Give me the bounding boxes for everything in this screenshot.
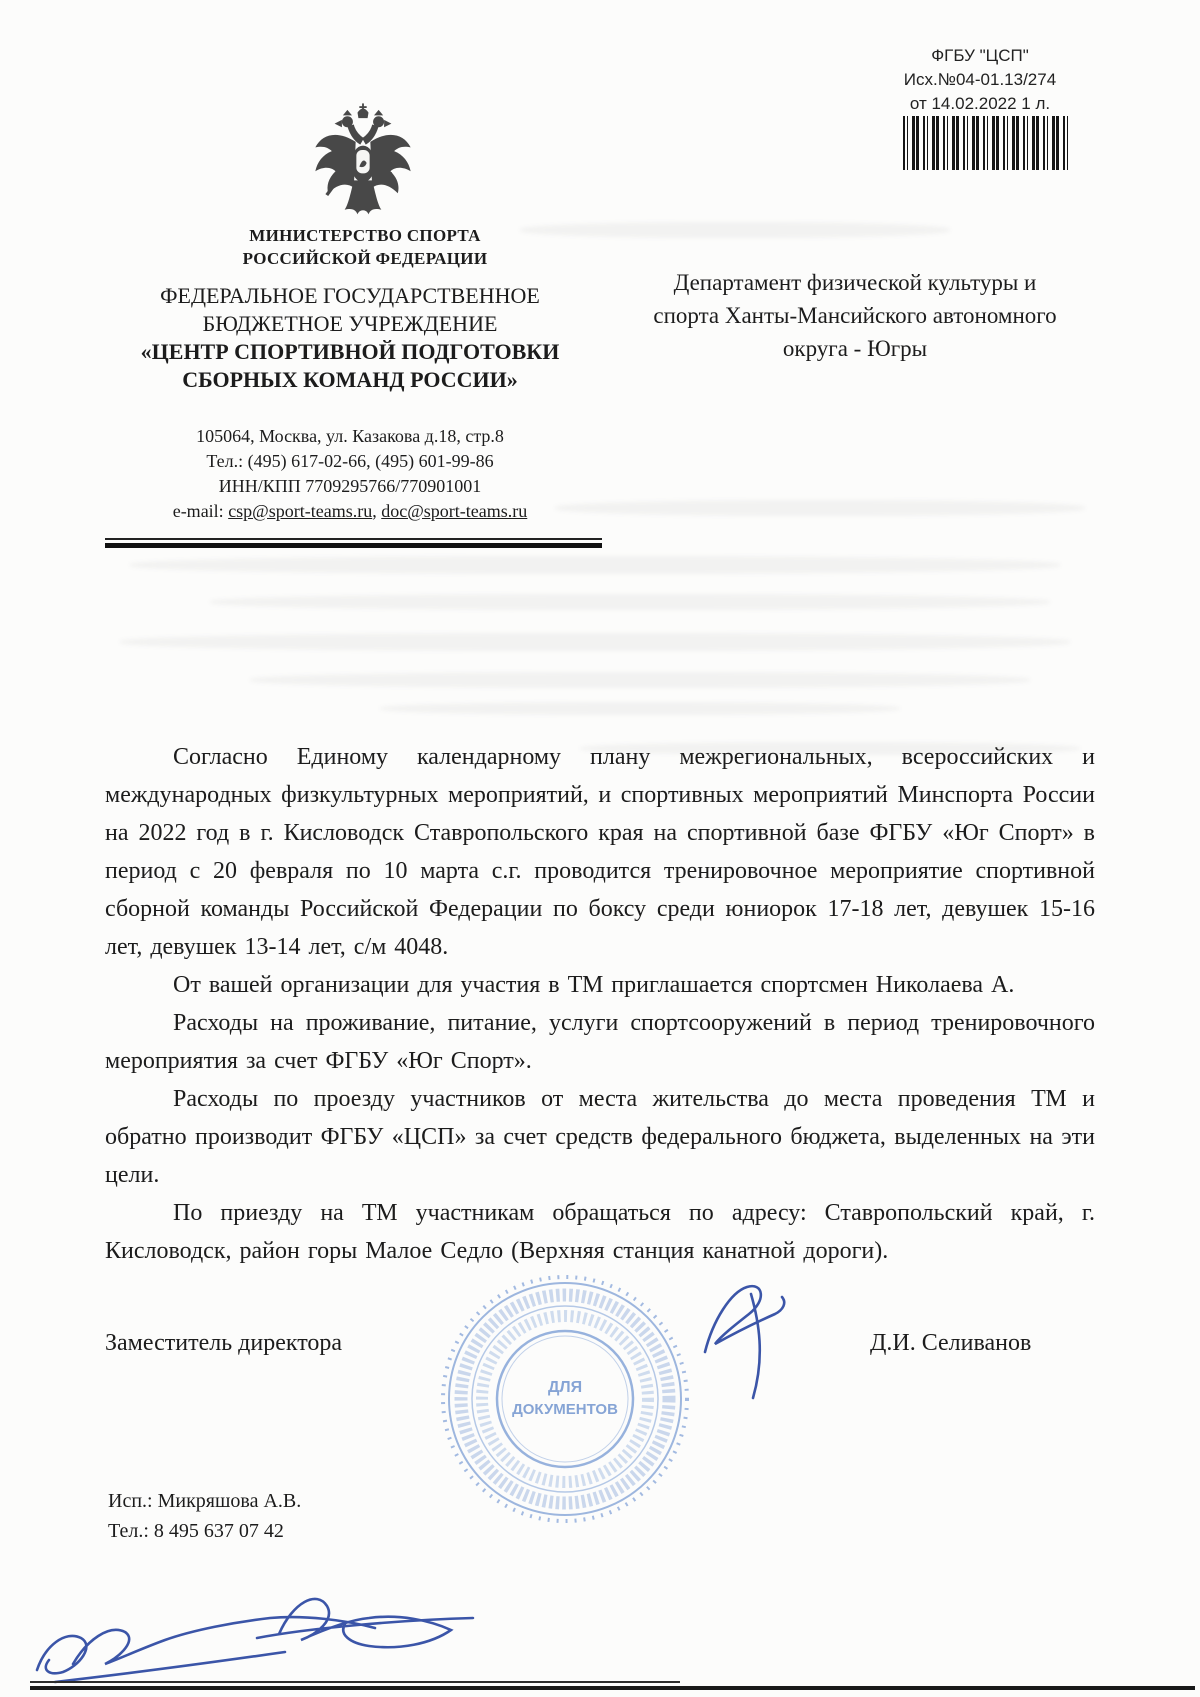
org-line: СБОРНЫХ КОМАНД РОССИИ» [182,367,518,392]
paragraph: Расходы на проживание, питание, услуги спортсооружений в период тренировочного мероприятия за счет ФГБУ «Юг Спорт». [105,1010,1095,1074]
paragraph: Согласно Единому календарному плану межрегиональных, всероссийских и международных физкультурных мероприятий, и спортивных мероприятий Минспорта России на 2022 год в г. Кисловодск Ставропольского края на спортивной базе ФГБУ «Юг Спорт» в период с 20 февраля по 10 марта с.г. проводится тренировочное мероприятие спортивной сборной команды Российской Федерации по боксу среди юниорок 17-18 лет, девушек 15-16 лет, девушек 13-14 лет, с/м 4048. [105,744,1095,960]
scan-artifact [120,633,1070,651]
director-signature [683,1272,818,1422]
recipient-line: округа - Югры [782,336,928,361]
signer-name: Д.И. Селиванов [870,1330,1032,1356]
handwritten-signature-right [245,1570,480,1680]
org-line: «ЦЕНТР СПОРТИВНОЙ ПОДГОТОВКИ [140,339,560,364]
reference-block [880,44,1080,116]
executor-block [108,1486,301,1546]
signer-position: Заместитель директора [105,1330,343,1356]
org-line: БЮДЖЕТНОЕ УЧРЕЖДЕНИЕ [202,311,498,336]
scan-artifact [250,672,1030,688]
inn-kpp: ИНН/КПП 7709295766/770901001 [218,476,482,496]
scan-artifact [130,556,1060,574]
executor-name: Исп.: Микряшова А.В. [108,1490,302,1512]
email-separator: , [372,501,382,521]
contact-block [95,424,605,524]
scan-edge-line [30,1686,1195,1690]
ministry-name [165,224,565,270]
phone-numbers: Тел.: (495) 617-02-66, (495) 601-99-86 [206,451,494,471]
official-stamp [438,1272,692,1526]
recipient-line: спорта Ханты-Мансийского автономного [653,303,1057,328]
paragraph: От вашей организации для участия в ТМ приглашается спортсмен Николаева А. [173,972,1015,998]
paragraph: По приезду на ТМ участникам обращаться по адресу: Ставропольский край, г. Кисловодск, район горы Малое Седло (Верхняя станция канатной дороги). [105,1200,1095,1264]
postal-address: 105064, Москва, ул. Казакова д.18, стр.8 [196,426,504,446]
email-address-2: doc@sport-teams.ru [381,501,528,521]
ministry-line: МИНИСТЕРСТВО СПОРТА [249,226,481,245]
letterhead-divider [105,538,602,540]
recipient-block [618,266,1092,365]
scan-artifact [210,594,1050,610]
coat-of-arms-icon [308,102,418,224]
letterhead-divider [105,543,602,548]
scan-artifact [555,500,1085,516]
outgoing-number: Исх.№04-01.13/274 [903,70,1057,89]
stamp-center-text: ДЛЯ [547,1379,583,1396]
scan-artifact [520,222,950,238]
scan-artifact [380,702,900,715]
email-line [95,499,605,524]
letter-body [105,738,1095,1270]
stamp-center-text: ДОКУМЕНТОВ [512,1401,618,1418]
recipient-line: Департамент физической культуры и [673,270,1037,295]
barcode-icon [903,116,1068,170]
letter-date: от 14.02.2022 1 л. [909,94,1051,113]
executor-phone: Тел.: 8 495 637 07 42 [108,1520,284,1542]
scan-edge-line [30,1681,680,1683]
email-label: e-mail: [172,501,229,521]
ministry-line: РОССИЙСКОЙ ФЕДЕРАЦИИ [242,249,488,268]
paragraph: Расходы по проезду участников от места жительства до места проведения ТМ и обратно производит ФГБУ «ЦСП» за счет средств федерального бюджета, выделенных на эти цели. [105,1086,1095,1188]
org-line: ФЕДЕРАЛЬНОЕ ГОСУДАРСТВЕННОЕ [160,283,540,308]
email-address-1: csp@sport-teams.ru [228,501,373,521]
organization-name [95,282,605,394]
org-short-name: ФГБУ "ЦСП" [931,46,1029,65]
